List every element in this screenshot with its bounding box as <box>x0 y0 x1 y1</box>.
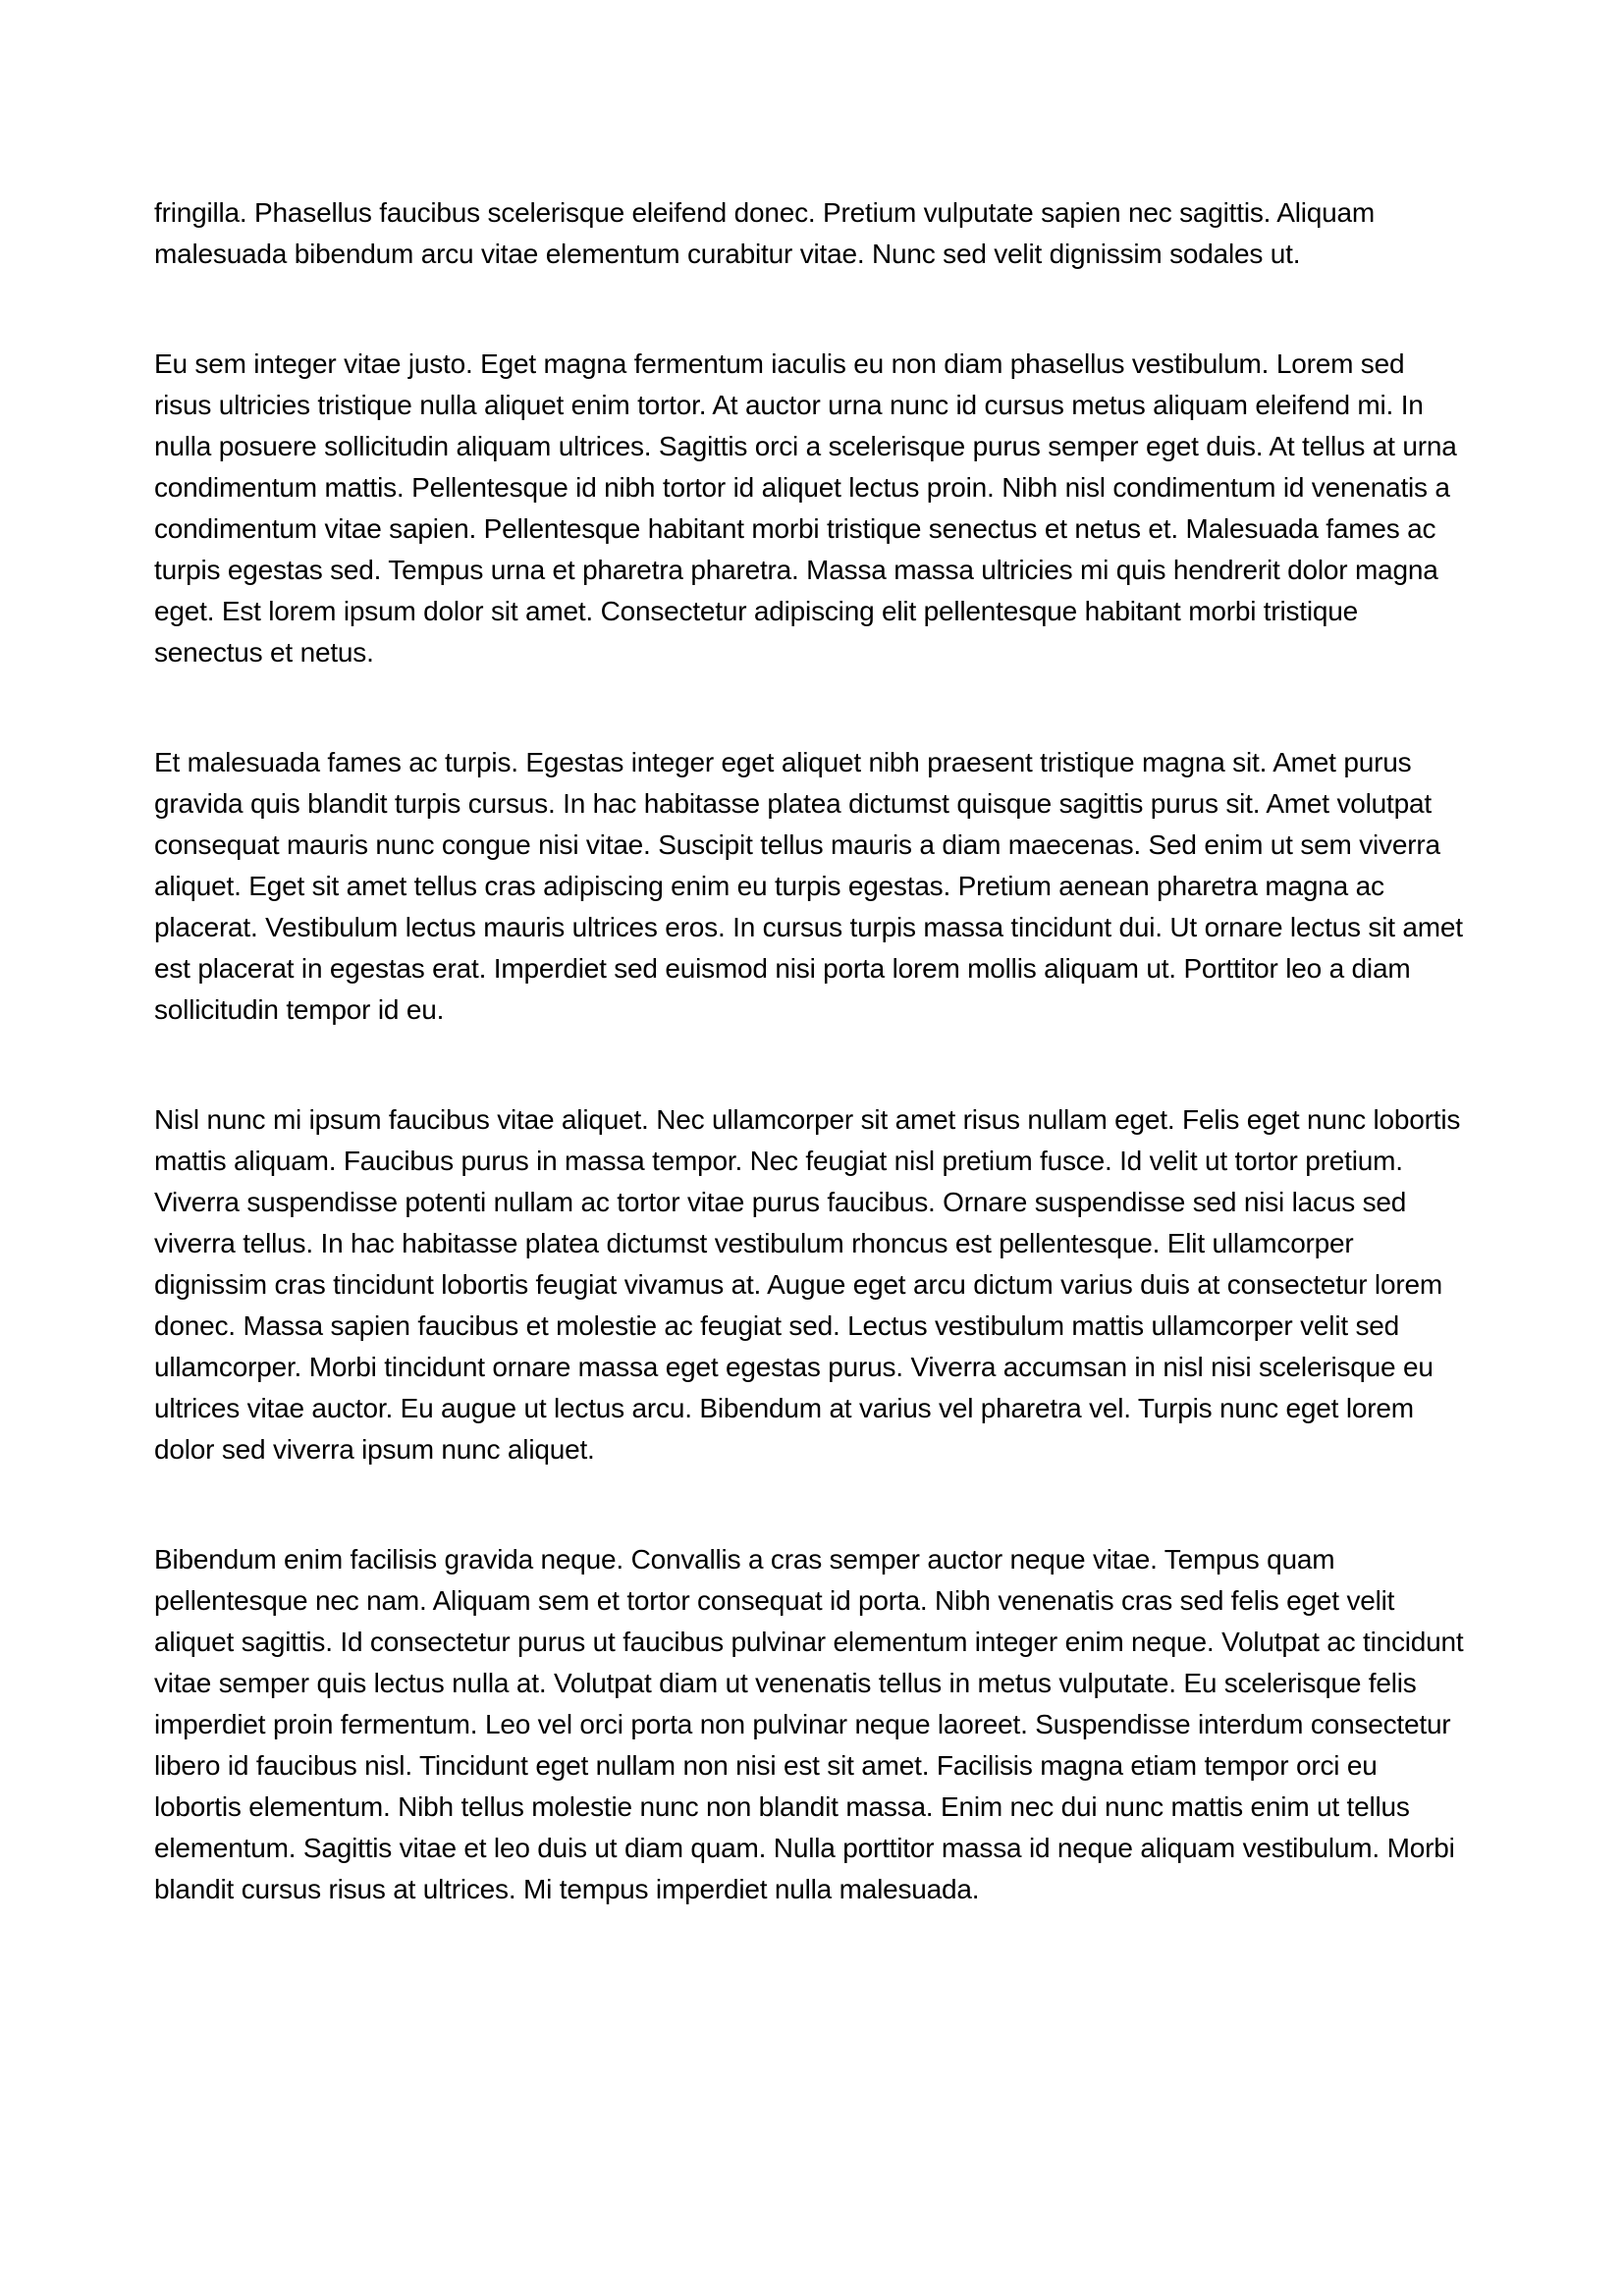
paragraph-2: Eu sem integer vitae justo. Eget magna fermentum iaculis eu non diam phasellus vestibulum. Lorem sed risus ultricies tristique nulla aliquet enim tortor. At auctor urna nunc id cursus metus aliquam eleifend mi. In nulla posuere sollicitudin aliquam ultrices. Sagittis orci a scelerisque purus semper eget duis. At tellus at urna condimentum mattis. Pellentesque id nibh tortor id aliquet lectus proin. Nibh nisl condimentum id venenatis a condimentum vitae sapien. Pellentesque habitant morbi tristique senectus et netus et. Malesuada fames ac turpis egestas sed. Tempus urna et pharetra pharetra. Massa massa ultricies mi quis hendrerit dolor magna eget. Est lorem ipsum dolor sit amet. Consectetur adipiscing elit pellentesque habitant morbi tristique senectus et netus. <box>154 348 1457 667</box>
document-text-body <box>154 192 1469 1910</box>
paragraph-5: Bibendum enim facilisis gravida neque. Convallis a cras semper auctor neque vitae. Tempus quam pellentesque nec nam. Aliquam sem et tortor consequat id porta. Nibh venenatis cras sed felis eget velit aliquet sagittis. Id consectetur purus ut faucibus pulvinar elementum integer enim neque. Volutpat ac tincidunt vitae semper quis lectus nulla at. Volutpat diam ut venenatis tellus in metus vulputate. Eu scelerisque felis imperdiet proin fermentum. Leo vel orci porta non pulvinar neque laoreet. Suspendisse interdum consectetur libero id faucibus nisl. Tincidunt eget nullam non nisi est sit amet. Facilisis magna etiam tempor orci eu lobortis elementum. Nibh tellus molestie nunc non blandit massa. Enim nec dui nunc mattis enim ut tellus elementum. Sagittis vitae et leo duis ut diam quam. Nulla porttitor massa id neque aliquam vestibulum. Morbi blandit cursus risus at ultrices. Mi tempus imperdiet nulla malesuada. <box>154 1544 1464 1904</box>
paragraph-3: Et malesuada fames ac turpis. Egestas integer eget aliquet nibh praesent tristique magna sit. Amet purus gravida quis blandit turpis cursus. In hac habitasse platea dictumst quisque sagittis purus sit. Amet volutpat consequat mauris nunc congue nisi vitae. Suscipit tellus mauris a diam maecenas. Sed enim ut sem viverra aliquet. Eget sit amet tellus cras adipiscing enim eu turpis egestas. Pretium aenean pharetra magna ac placerat. Vestibulum lectus mauris ultrices eros. In cursus turpis massa tincidunt dui. Ut ornare lectus sit amet est placerat in egestas erat. Imperdiet sed euismod nisi porta lorem mollis aliquam ut. Porttitor leo a diam sollicitudin tempor id eu. <box>154 747 1463 1025</box>
paragraph-4: Nisl nunc mi ipsum faucibus vitae aliquet. Nec ullamcorper sit amet risus nullam eget. Felis eget nunc lobortis mattis aliquam. Faucibus purus in massa tempor. Nec feugiat nisl pretium fusce. Id velit ut tortor pretium. Viverra suspendisse potenti nullam ac tortor vitae purus faucibus. Ornare suspendisse sed nisi lacus sed viverra tellus. In hac habitasse platea dictumst vestibulum rhoncus est pellentesque. Elit ullamcorper dignissim cras tincidunt lobortis feugiat vivamus at. Augue eget arcu dictum varius duis at consectetur lorem donec. Massa sapien faucibus et molestie ac feugiat sed. Lectus vestibulum mattis ullamcorper velit sed ullamcorper. Morbi tincidunt ornare massa eget egestas purus. Viverra accumsan in nisl nisi scelerisque eu ultrices vitae auctor. Eu augue ut lectus arcu. Bibendum at varius vel pharetra vel. Turpis nunc eget lorem dolor sed viverra ipsum nunc aliquet. <box>154 1104 1461 1465</box>
paragraph-1: fringilla. Phasellus faucibus scelerisque eleifend donec. Pretium vulputate sapien nec sagittis. Aliquam malesuada bibendum arcu vitae elementum curabitur vitae. Nunc sed velit dignissim sodales ut. <box>154 197 1376 269</box>
